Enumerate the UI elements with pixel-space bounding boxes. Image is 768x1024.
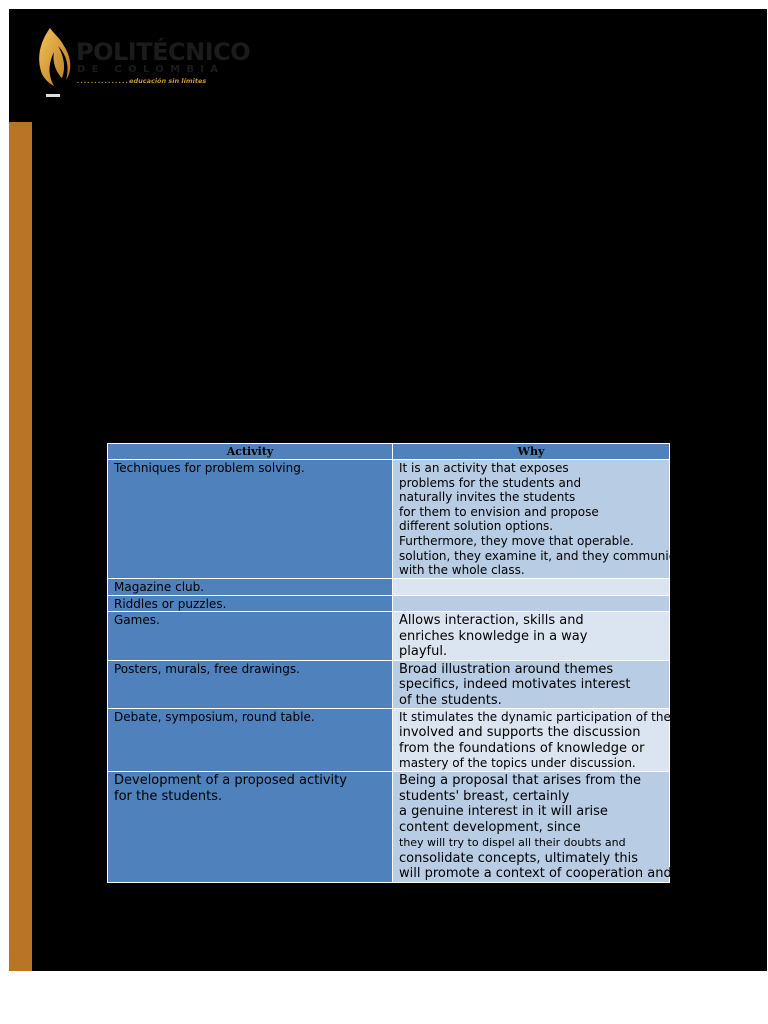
table-row [108, 772, 670, 883]
table-header-row [108, 444, 670, 460]
logo-subtitle: DE COLOMBIA [77, 64, 225, 75]
logo-name: POLITÉCNICO [76, 38, 251, 66]
flame-icon [36, 24, 76, 100]
politecnico-logo [36, 24, 256, 100]
orange-side-bar [9, 122, 32, 971]
why-cell: Broad illustration around themes specifics, indeed motivates interest of the students. [393, 660, 670, 709]
header-activity: Activity [108, 444, 393, 460]
activity-cell: Posters, murals, free drawings. [108, 660, 393, 709]
activity-cell: Games. [108, 612, 393, 661]
why-cell: Allows interaction, skills and enriches knowledge in a way playful. [393, 612, 670, 661]
table-row [108, 595, 670, 612]
activity-cell: Riddles or puzzles. [108, 595, 393, 612]
table-row [108, 660, 670, 709]
table-row [108, 612, 670, 661]
activity-cell: Development of a proposed activity for the students. [108, 772, 393, 883]
activities-table [107, 443, 707, 883]
why-cell: It stimulates the dynamic participation of the involved and supports the discussion from the foundations of knowledge or mastery of the topics under discussion. [393, 709, 670, 772]
why-cell: It is an activity that exposes problems for the students and naturally invites the students for them to envision and propose different solution options. Furthermore, they move that operable. solution, they examine it, and they communicate it with the whole class. [393, 460, 670, 579]
table-row [108, 579, 670, 596]
activity-cell: Techniques for problem solving. [108, 460, 393, 579]
header-why: Why [393, 444, 670, 460]
why-cell [393, 579, 670, 596]
logo-tagline: ...............educación sin límites [77, 77, 207, 85]
why-cell [393, 595, 670, 612]
activity-cell: Debate, symposium, round table. [108, 709, 393, 772]
activity-cell: Magazine club. [108, 579, 393, 596]
table-row [108, 709, 670, 772]
table-row [108, 460, 670, 579]
why-cell: Being a proposal that arises from the students' breast, certainly a genuine interest in it will arise content development, since they will try to dispel all their doubts and consolidate concepts, ultimately this will promote a context of cooperation and [393, 772, 670, 883]
